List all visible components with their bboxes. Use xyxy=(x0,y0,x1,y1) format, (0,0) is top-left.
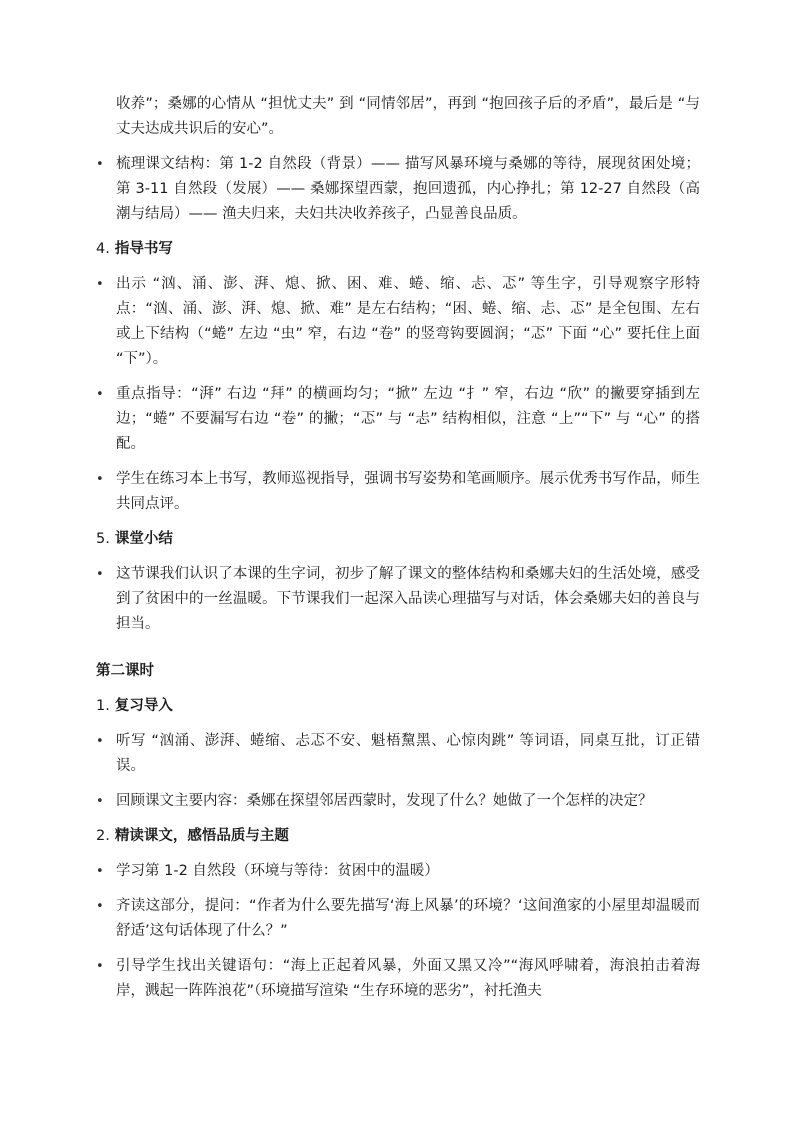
document-content xyxy=(96,92,700,1014)
bullet-icon: • xyxy=(96,277,104,292)
bullet-icon: • xyxy=(96,157,104,172)
list-item-text: 学生在练习本上书写，教师巡视指导，强调书写姿势和笔画顺序。展示优秀书写作品，师生共同点评。 xyxy=(116,471,700,512)
bullet-icon: • xyxy=(96,734,104,749)
bullet-icon: • xyxy=(96,567,104,582)
continuation-paragraph: 收养”；桑娜的心情从 “担忧丈夫” 到 “同情邻居”，再到 “抱回孩子后的矛盾”，最后是 “与丈夫达成共识后的安心”。 xyxy=(116,96,700,137)
heading-title: 指导书写 xyxy=(114,241,173,257)
heading-title: 课堂小结 xyxy=(114,531,173,547)
bullet-icon: • xyxy=(96,899,104,914)
list-item xyxy=(96,954,700,1004)
lesson2-heading-1 xyxy=(96,694,700,719)
list-item xyxy=(96,894,700,944)
list-item-text: 学习第 1-2 自然段（环境与等待：贫困中的温暖） xyxy=(116,863,439,879)
list-item-text: 重点指导：“湃” 右边 “拜” 的横画均匀；“掀” 左边 “扌” 窄，右边 “欣” 的撇要穿插到左边；“蜷” 不要漏写右边 “卷” 的撇；“忑” 与 “忐” 结构相似，注意 “上”“下” 与 “心” 的搭配。 xyxy=(116,386,700,452)
bullet-icon: • xyxy=(96,959,104,974)
heading-number: 4. xyxy=(96,241,110,257)
list-item-text: 出示 “汹、涌、澎、湃、熄、掀、困、难、蜷、缩、忐、忑” 等生字，引导观察字形特点：“汹、涌、澎、湃、熄、掀、难” 是左右结构；“困、蜷、缩、忐、忑” 是全包围、左右或上下结构（“蜷” 左边 “虫” 窄，右边 “卷” 的竖弯钩要圆润；“忑” 下面 “心” 要托住上面 “下”）。 xyxy=(116,276,700,367)
list-item xyxy=(96,152,700,227)
list-item xyxy=(96,789,700,814)
bullet-icon: • xyxy=(96,864,104,879)
heading-number: 2. xyxy=(96,828,110,844)
heading-title: 精读课文，感悟品质与主题 xyxy=(114,828,289,844)
list-item xyxy=(96,272,700,372)
section-heading-5 xyxy=(96,527,700,552)
bullet-icon: • xyxy=(96,472,104,487)
list-item xyxy=(96,859,700,884)
list-item-text: 听写 “汹涌、澎湃、蜷缩、忐忑不安、魁梧黧黑、心惊肉跳” 等词语，同桌互批，订正错误。 xyxy=(116,733,700,774)
list-item xyxy=(96,562,700,637)
list-item-text: 齐读这部分，提问：“作者为什么要先描写‘海上风暴’的环境？‘这间渔家的小屋里却温暖而舒适’这句话体现了什么？” xyxy=(116,898,700,939)
section-heading-4 xyxy=(96,237,700,262)
bullet-icon: • xyxy=(96,387,104,402)
heading-number: 1. xyxy=(96,698,110,714)
list-item-text: 这节课我们认识了本课的生字词，初步了解了课文的整体结构和桑娜夫妇的生活处境，感受到了贫困中的一丝温暖。下节课我们一起深入品读心理描写与对话，体会桑娜夫妇的善良与担当。 xyxy=(116,566,700,632)
list-item xyxy=(96,467,700,517)
heading-number: 5. xyxy=(96,531,110,547)
heading-title: 复习导入 xyxy=(114,698,173,714)
lesson-title: 第二课时 xyxy=(96,663,154,679)
list-item-text: 引导学生找出关键语句：“海上正起着风暴，外面又黑又冷”“海风呼啸着，海浪拍击着海岸，溅起一阵阵浪花”（环境描写渲染 “生存环境的恶劣”，衬托渔夫 xyxy=(116,958,700,999)
lesson2-heading-2 xyxy=(96,824,700,849)
bullet-icon: • xyxy=(96,794,104,809)
list-item-text: 梳理课文结构：第 1-2 自然段（背景）—— 描写风暴环境与桑娜的等待，展现贫困处境；第 3-11 自然段（发展）—— 桑娜探望西蒙，抱回遗孤，内心挣扎；第 12-27 自然段（高潮与结局）—— 渔夫归来，夫妇共决收养孩子，凸显善良品质。 xyxy=(116,156,700,222)
list-item xyxy=(96,729,700,779)
list-item-text: 回顾课文主要内容：桑娜在探望邻居西蒙时，发现了什么？她做了一个怎样的决定？ xyxy=(116,793,653,809)
list-item xyxy=(96,382,700,457)
